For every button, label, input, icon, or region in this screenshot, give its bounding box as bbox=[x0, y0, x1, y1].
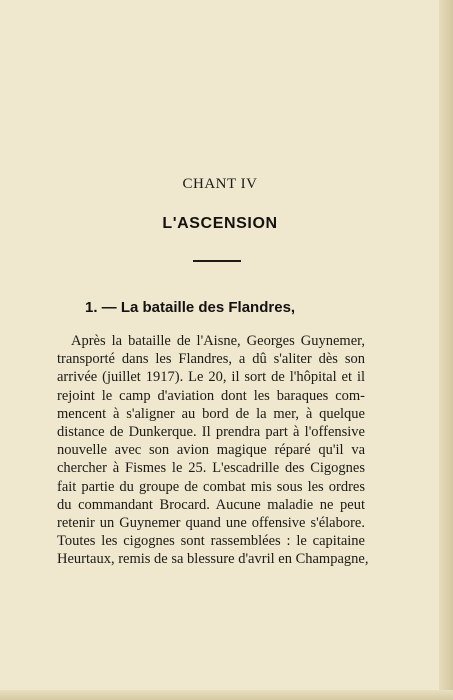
title-rule-divider bbox=[193, 260, 241, 262]
paragraph-line: Après la bataille de l'Aisne, Georges Guynemer, bbox=[71, 333, 365, 349]
page-edge-bottom bbox=[0, 690, 453, 700]
paragraph-line: du commandant Brocard. Aucune maladie ne peut bbox=[57, 496, 365, 513]
chapter-label: CHANT IV bbox=[182, 176, 258, 192]
paragraph-line: Toutes les cigognes sont rassemblées : le capitaine bbox=[57, 533, 365, 550]
section-heading: 1. — La bataille des Flandres, bbox=[85, 299, 296, 316]
paragraph-line: nouvelle avec son avion magique réparé qu'il va bbox=[57, 442, 365, 459]
chapter-title: L'ASCENSION bbox=[162, 215, 278, 232]
paragraph-line: chercher à Fismes le 25. L'escadrille des Cigognes bbox=[57, 460, 365, 477]
paragraph-line: fait partie du groupe de combat mis sous les ordres bbox=[57, 478, 365, 495]
paragraph-line: arrivée (juillet 1917). Le 20, il sort de l'hôpital et il bbox=[57, 369, 365, 386]
paragraph-line: rejoint le camp d'aviation dont les baraques com- bbox=[57, 387, 365, 404]
body-paragraph bbox=[57, 332, 369, 569]
paragraph-line: retenir un Guynemer quand une offensive s'élabore. bbox=[57, 515, 365, 532]
paragraph-line: distance de Dunkerque. Il prendra part à l'offensive bbox=[57, 424, 365, 441]
paragraph-line: mencent à s'aligner au bord de la mer, à quelque bbox=[57, 405, 365, 422]
page-edge-right bbox=[439, 0, 453, 700]
paragraph-line: transporté dans les Flandres, a dû s'aliter dès son bbox=[57, 351, 365, 368]
paragraph-line: Heurtaux, remis de sa blessure d'avril en Champagne, bbox=[57, 551, 369, 568]
